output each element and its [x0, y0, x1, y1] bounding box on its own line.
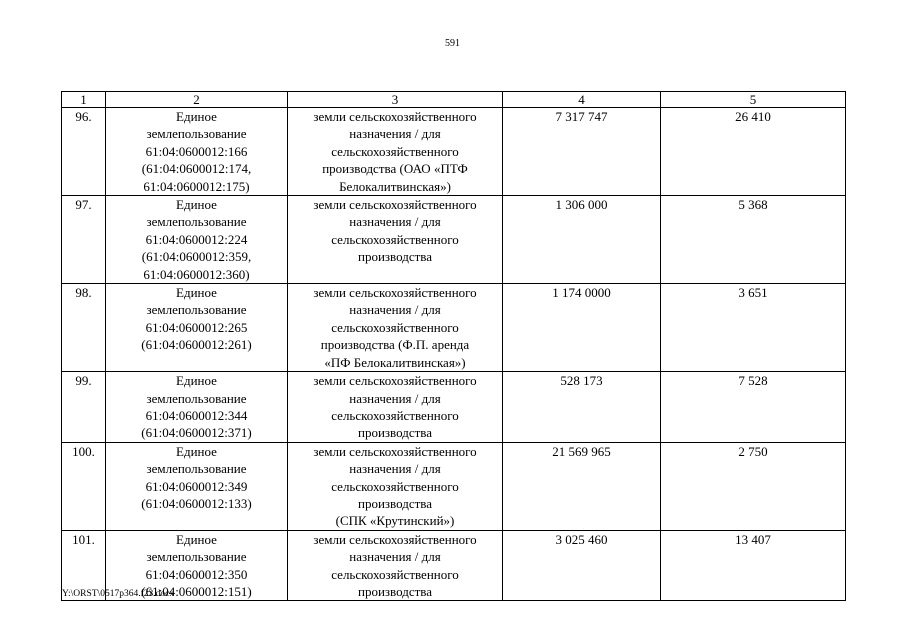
land-category-line: земли сельскохозяйственного [313, 531, 477, 547]
plot-object-line: (61:04:0600012:371) [141, 425, 252, 441]
row-number-cell: 97. [62, 196, 106, 284]
table-row [62, 442, 846, 530]
land-category-cell [288, 442, 503, 530]
land-category-line: назначения / для [349, 461, 441, 477]
row-number-cell: 96. [62, 108, 106, 196]
land-category-line: земли сельскохозяйственного [313, 197, 477, 213]
land-category-line: производства [357, 249, 433, 265]
column-header-1: 1 [62, 92, 106, 108]
plot-object-line: (61:04:0600012:151) [141, 583, 252, 599]
table-row [62, 372, 846, 443]
land-category-cell [288, 196, 503, 284]
plot-object-line: землепользование [146, 549, 247, 565]
row-number-cell: 98. [62, 284, 106, 372]
plot-object-line: 61:04:0600012:166 [145, 143, 248, 159]
plot-object-line: 61:04:0600012:360) [143, 266, 250, 282]
value-cell: 26 410 [661, 108, 846, 196]
footer-file-path: Y:\ORST\0517p364.f23.docx [62, 589, 175, 599]
plot-object-line: Единое [176, 285, 217, 301]
land-category-line: земли сельскохозяйственного [313, 109, 477, 124]
area-cell: 1 174 0000 [503, 284, 661, 372]
land-category-line: сельскохозяйственного [331, 231, 459, 247]
page-number: 591 [445, 38, 460, 49]
plot-object-line: Единое [176, 531, 217, 547]
column-header-5: 5 [661, 92, 846, 108]
area-cell: 528 173 [503, 372, 661, 443]
land-category-line: сельскохозяйственного [331, 143, 459, 159]
land-category-line: производства [357, 495, 433, 511]
land-category-cell [288, 284, 503, 372]
column-header-2: 2 [106, 92, 288, 108]
plot-object-cell [106, 284, 288, 372]
plot-object-line: землепользование [146, 126, 247, 142]
land-category-line: назначения / для [349, 214, 441, 230]
land-category-line: назначения / для [349, 302, 441, 318]
area-cell: 3 025 460 [503, 530, 661, 601]
plot-object-cell [106, 108, 288, 196]
area-cell: 1 306 000 [503, 196, 661, 284]
plot-object-line: землепользование [146, 302, 247, 318]
land-category-line: земли сельскохозяйственного [313, 285, 477, 301]
table-body [62, 108, 846, 601]
land-category-line: производства (ОАО «ПТФ [322, 161, 468, 177]
plot-object-line: землепользование [146, 390, 247, 406]
land-category-line: сельскохозяйственного [331, 407, 459, 423]
land-category-line: земли сельскохозяйственного [313, 443, 477, 459]
area-cell: 21 569 965 [503, 442, 661, 530]
area-cell: 7 317 747 [503, 108, 661, 196]
row-number-cell: 101. [62, 530, 106, 601]
land-category-line: «ПФ Белокалитвинская») [324, 354, 466, 370]
value-cell: 13 407 [661, 530, 846, 601]
value-cell: 7 528 [661, 372, 846, 443]
plot-object-cell [106, 372, 288, 443]
land-category-line: назначения / для [349, 549, 441, 565]
plot-object-line: (61:04:0600012:133) [141, 495, 252, 511]
plot-object-cell [106, 442, 288, 530]
land-category-line: сельскохозяйственного [331, 566, 459, 582]
value-cell: 2 750 [661, 442, 846, 530]
plot-object-line: землепользование [146, 214, 247, 230]
plot-object-line: (61:04:0600012:174, [141, 161, 252, 177]
header-row [62, 92, 846, 108]
row-number-cell: 100. [62, 442, 106, 530]
column-header-4: 4 [503, 92, 661, 108]
value-cell: 5 368 [661, 196, 846, 284]
land-category-line: производства [357, 583, 433, 599]
value-cell: 3 651 [661, 284, 846, 372]
land-category-cell [288, 372, 503, 443]
plot-object-line: 61:04:0600012:224 [145, 231, 248, 247]
land-plots-table [61, 91, 846, 601]
land-category-line: сельскохозяйственного [331, 478, 459, 494]
plot-object-line: 61:04:0600012:265 [145, 319, 248, 335]
plot-object-line: (61:04:0600012:359, [141, 249, 252, 265]
table-row [62, 196, 846, 284]
table-row [62, 108, 846, 196]
plot-object-line: землепользование [146, 461, 247, 477]
land-category-cell [288, 108, 503, 196]
column-header-3: 3 [288, 92, 503, 108]
table-row [62, 284, 846, 372]
land-category-line: производства (Ф.П. аренда [320, 337, 470, 353]
plot-object-cell [106, 196, 288, 284]
plot-object-line: 61:04:0600012:349 [145, 478, 248, 494]
table-row [62, 530, 846, 601]
row-number-cell: 99. [62, 372, 106, 443]
land-category-line: земли сельскохозяйственного [313, 373, 477, 389]
land-category-line: назначения / для [349, 390, 441, 406]
land-category-line: (СПК «Крутинский») [335, 513, 455, 529]
plot-object-line: Единое [176, 109, 217, 124]
plot-object-line: (61:04:0600012:261) [141, 337, 252, 353]
land-category-cell [288, 530, 503, 601]
plot-object-line: Единое [176, 197, 217, 213]
plot-object-line: 61:04:0600012:350 [145, 566, 248, 582]
land-category-line: производства [357, 425, 433, 441]
land-category-line: Белокалитвинская») [339, 178, 451, 194]
plot-object-line: 61:04:0600012:344 [145, 407, 248, 423]
land-category-line: сельскохозяйственного [331, 319, 459, 335]
plot-object-line: Единое [176, 373, 217, 389]
plot-object-line: 61:04:0600012:175) [143, 178, 250, 194]
plot-object-line: Единое [176, 443, 217, 459]
land-category-line: назначения / для [349, 126, 441, 142]
